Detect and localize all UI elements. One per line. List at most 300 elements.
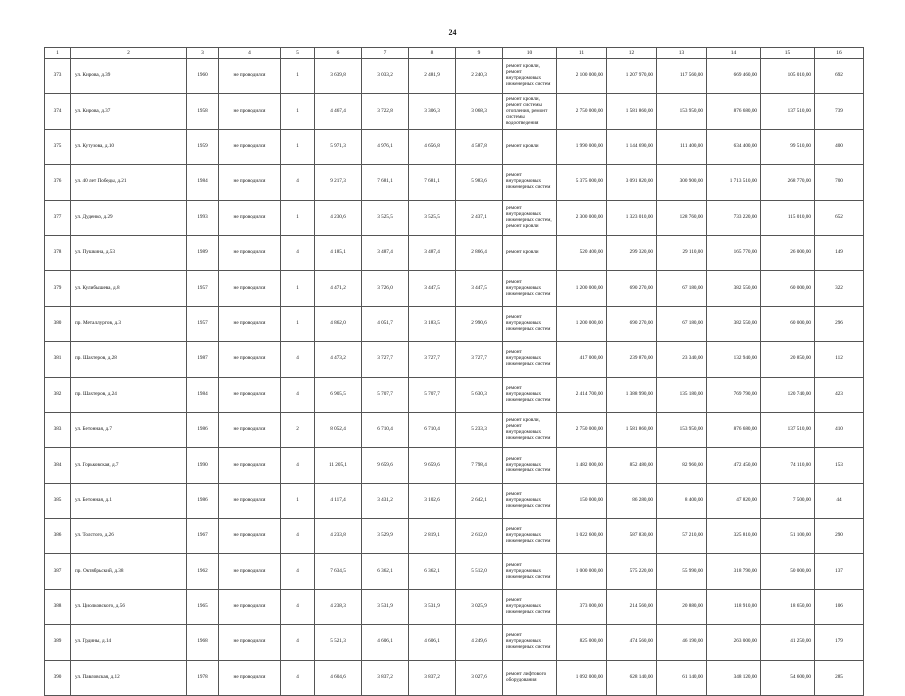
table-cell-col-2: ул. Циолковского, д.56 <box>71 589 187 624</box>
table-cell-col-8: 3 447,5 <box>409 271 456 306</box>
table-cell-col-9: 3 727,7 <box>456 342 503 377</box>
table-cell-col-11: 5 375 000,00 <box>557 165 607 200</box>
table-cell-col-5: 1 <box>281 59 315 94</box>
table-cell-col-4: не проводился <box>219 483 281 518</box>
table-row <box>45 200 864 235</box>
table-cell-col-7: 3 529,9 <box>362 519 409 554</box>
table-cell-col-12: 1 323 010,00 <box>607 200 657 235</box>
table-cell-col-9: 2 240,3 <box>456 59 503 94</box>
table-cell-col-10: ремонт кровли <box>503 235 557 270</box>
table-cell-col-6: 7 634,5 <box>315 554 362 589</box>
table-cell-col-1: 387 <box>45 554 71 589</box>
table-cell-col-16: 400 <box>815 129 864 164</box>
table-cell-col-10: ремонт внутридомовых инженерных систем <box>503 271 557 306</box>
table-cell-col-16: 692 <box>815 59 864 94</box>
table-cell-col-13: 117 560,00 <box>657 59 707 94</box>
table-cell-col-11: 520 400,00 <box>557 235 607 270</box>
table-cell-col-1: 374 <box>45 94 71 129</box>
table-cell-col-2: ул. Бетонная, д.7 <box>71 412 187 447</box>
table-cell-col-1: 390 <box>45 660 71 695</box>
table-cell-col-9: 2 866,4 <box>456 235 503 270</box>
table-cell-col-8: 7 681,1 <box>409 165 456 200</box>
table-cell-col-14: 472 450,00 <box>707 448 761 483</box>
table-cell-col-8: 3 525,5 <box>409 200 456 235</box>
table-cell-col-12: 1 581 860,00 <box>607 94 657 129</box>
table-cell-col-9: 4 587,8 <box>456 129 503 164</box>
table-cell-col-1: 377 <box>45 200 71 235</box>
table-cell-col-12: 690 270,00 <box>607 271 657 306</box>
header-cell-11: 11 <box>557 48 607 59</box>
table-cell-col-12: 3 091 820,00 <box>607 165 657 200</box>
table-cell-col-10: ремонт внутридомовых инженерных систем <box>503 342 557 377</box>
header-cell-7: 7 <box>362 48 409 59</box>
table-cell-col-7: 4 976,1 <box>362 129 409 164</box>
table-cell-col-12: 86 280,00 <box>607 483 657 518</box>
table-cell-col-8: 3 183,5 <box>409 306 456 341</box>
table-cell-col-13: 57 210,00 <box>657 519 707 554</box>
table-cell-col-5: 4 <box>281 235 315 270</box>
table-cell-col-10: ремонт внутридомовых инженерных систем <box>503 377 557 412</box>
table-cell-col-8: 3 531,9 <box>409 589 456 624</box>
table-cell-col-2: ул. Кулибышева, д.8 <box>71 271 187 306</box>
table-cell-col-13: 82 960,00 <box>657 448 707 483</box>
table-cell-col-14: 132 940,00 <box>707 342 761 377</box>
table-cell-col-13: 55 990,00 <box>657 554 707 589</box>
table-cell-col-13: 20 880,00 <box>657 589 707 624</box>
table-cell-col-1: 388 <box>45 589 71 624</box>
table-cell-col-7: 4 606,1 <box>362 625 409 660</box>
table-cell-col-10: ремонт кровли, ремонт внутридомовых инженерных систем <box>503 59 557 94</box>
table-cell-col-8: 2 481,9 <box>409 59 456 94</box>
table-cell-col-16: 296 <box>815 306 864 341</box>
table-cell-col-10: ремонт лифтового оборудования <box>503 660 557 695</box>
table-cell-col-4: не проводился <box>219 200 281 235</box>
table-cell-col-14: 118 910,00 <box>707 589 761 624</box>
table-cell-col-12: 1 144 690,00 <box>607 129 657 164</box>
table-cell-col-13: 61 140,00 <box>657 660 707 695</box>
table-cell-col-6: 3 639,8 <box>315 59 362 94</box>
table-row <box>45 165 864 200</box>
table-cell-col-5: 4 <box>281 377 315 412</box>
table-cell-col-5: 4 <box>281 589 315 624</box>
table-cell-col-8: 2 819,1 <box>409 519 456 554</box>
table-cell-col-15: 60 000,00 <box>761 306 815 341</box>
table-cell-col-16: 153 <box>815 448 864 483</box>
table-cell-col-6: 5 971,3 <box>315 129 362 164</box>
table-cell-col-14: 318 790,00 <box>707 554 761 589</box>
table-cell-col-14: 263 000,00 <box>707 625 761 660</box>
table-cell-col-12: 628 140,00 <box>607 660 657 695</box>
table-cell-col-9: 3 025,9 <box>456 589 503 624</box>
table-cell-col-7: 6 362,1 <box>362 554 409 589</box>
table-cell-col-2: пр. Октябрьский, д.38 <box>71 554 187 589</box>
table-cell-col-3: 1960 <box>187 59 219 94</box>
table-cell-col-9: 7 798,4 <box>456 448 503 483</box>
table-row <box>45 554 864 589</box>
table-cell-col-7: 4 051,7 <box>362 306 409 341</box>
table-cell-col-11: 417 000,00 <box>557 342 607 377</box>
table-cell-col-11: 825 000,00 <box>557 625 607 660</box>
table-cell-col-16: 700 <box>815 165 864 200</box>
table-row <box>45 660 864 695</box>
table-cell-col-11: 373 000,00 <box>557 589 607 624</box>
header-cell-10: 10 <box>503 48 557 59</box>
table-cell-col-9: 3 068,3 <box>456 94 503 129</box>
table-cell-col-14: 382 550,00 <box>707 306 761 341</box>
table-cell-col-15: 137 510,00 <box>761 94 815 129</box>
table-cell-col-8: 4 606,1 <box>409 625 456 660</box>
table-cell-col-15: 268 770,00 <box>761 165 815 200</box>
table-cell-col-2: пр. Шахтеров, д.28 <box>71 342 187 377</box>
data-table <box>44 47 864 696</box>
table-cell-col-16: 44 <box>815 483 864 518</box>
table-cell-col-8: 3 837,2 <box>409 660 456 695</box>
table-cell-col-13: 46 190,00 <box>657 625 707 660</box>
table-cell-col-4: не проводился <box>219 235 281 270</box>
header-cell-1: 1 <box>45 48 71 59</box>
table-cell-col-16: 322 <box>815 271 864 306</box>
table-cell-col-10: ремонт внутридомовых инженерных систем <box>503 448 557 483</box>
table-cell-col-3: 1986 <box>187 412 219 447</box>
table-row <box>45 129 864 164</box>
table-cell-col-3: 1984 <box>187 165 219 200</box>
table-cell-col-12: 1 388 990,00 <box>607 377 657 412</box>
table-cell-col-6: 11 205,1 <box>315 448 362 483</box>
table-row <box>45 271 864 306</box>
table-cell-col-7: 9 659,6 <box>362 448 409 483</box>
table-cell-col-8: 5 707,7 <box>409 377 456 412</box>
table-cell-col-4: не проводился <box>219 94 281 129</box>
table-cell-col-2: ул. Кутузова, д.10 <box>71 129 187 164</box>
table-cell-col-16: 652 <box>815 200 864 235</box>
table-cell-col-4: не проводился <box>219 589 281 624</box>
header-cell-5: 5 <box>281 48 315 59</box>
table-cell-col-12: 1 581 860,00 <box>607 412 657 447</box>
table-cell-col-7: 3 033,2 <box>362 59 409 94</box>
table-cell-col-5: 4 <box>281 519 315 554</box>
table-cell-col-8: 3 306,3 <box>409 94 456 129</box>
table-cell-col-4: не проводился <box>219 660 281 695</box>
table-cell-col-12: 587 830,00 <box>607 519 657 554</box>
table-cell-col-3: 1962 <box>187 554 219 589</box>
table-cell-col-1: 376 <box>45 165 71 200</box>
table-cell-col-16: 423 <box>815 377 864 412</box>
table-cell-col-15: 26 000,00 <box>761 235 815 270</box>
table-cell-col-16: 290 <box>815 519 864 554</box>
table-cell-col-5: 1 <box>281 200 315 235</box>
table-cell-col-15: 99 510,00 <box>761 129 815 164</box>
table-cell-col-6: 4 471,2 <box>315 271 362 306</box>
table-cell-col-9: 3 447,5 <box>456 271 503 306</box>
table-cell-col-9: 5 630,3 <box>456 377 503 412</box>
table-cell-col-14: 325 810,00 <box>707 519 761 554</box>
table-cell-col-13: 128 760,00 <box>657 200 707 235</box>
table-row <box>45 59 864 94</box>
table-cell-col-4: не проводился <box>219 448 281 483</box>
table-cell-col-10: ремонт кровли, ремонт системы отопления, ремонт системы водоотведения <box>503 94 557 129</box>
table-body <box>45 48 864 696</box>
table-cell-col-4: не проводился <box>219 554 281 589</box>
table-cell-col-5: 4 <box>281 554 315 589</box>
table-cell-col-3: 1993 <box>187 200 219 235</box>
table-cell-col-5: 1 <box>281 271 315 306</box>
table-cell-col-15: 105 010,00 <box>761 59 815 94</box>
table-cell-col-9: 5 983,6 <box>456 165 503 200</box>
table-cell-col-15: 50 000,00 <box>761 554 815 589</box>
table-cell-col-7: 5 707,7 <box>362 377 409 412</box>
table-cell-col-10: ремонт кровли <box>503 129 557 164</box>
table-cell-col-15: 54 600,00 <box>761 660 815 695</box>
table-row <box>45 342 864 377</box>
table-cell-col-9: 2 437,1 <box>456 200 503 235</box>
table-cell-col-2: пр. Металлургов, д.3 <box>71 306 187 341</box>
table-cell-col-6: 4 230,6 <box>315 200 362 235</box>
table-cell-col-10: ремонт кровли, ремонт внутридомовых инженерных систем <box>503 412 557 447</box>
table-cell-col-6: 4 185,1 <box>315 235 362 270</box>
table-cell-col-6: 4 467,4 <box>315 94 362 129</box>
table-cell-col-11: 2 750 000,00 <box>557 412 607 447</box>
table-cell-col-5: 4 <box>281 448 315 483</box>
table-cell-col-6: 4 238,3 <box>315 589 362 624</box>
table-cell-col-5: 1 <box>281 129 315 164</box>
table-cell-col-15: 60 000,00 <box>761 271 815 306</box>
table-cell-col-10: ремонт внутридомовых инженерных систем <box>503 554 557 589</box>
table-cell-col-3: 1958 <box>187 94 219 129</box>
table-cell-col-14: 382 550,00 <box>707 271 761 306</box>
header-cell-2: 2 <box>71 48 187 59</box>
table-cell-col-14: 47 820,00 <box>707 483 761 518</box>
table-cell-col-15: 137 510,00 <box>761 412 815 447</box>
table-cell-col-14: 634 400,00 <box>707 129 761 164</box>
table-cell-col-7: 3 431,2 <box>362 483 409 518</box>
table-cell-col-11: 2 100 000,00 <box>557 59 607 94</box>
table-cell-col-5: 4 <box>281 660 315 695</box>
table-header-row <box>45 48 864 59</box>
table-cell-col-3: 1957 <box>187 306 219 341</box>
table-cell-col-2: ул. Горьковская, д.7 <box>71 448 187 483</box>
table-cell-col-15: 20 850,00 <box>761 342 815 377</box>
table-cell-col-11: 2 750 000,00 <box>557 94 607 129</box>
table-cell-col-1: 375 <box>45 129 71 164</box>
table-cell-col-7: 3 726,0 <box>362 271 409 306</box>
table-cell-col-4: не проводился <box>219 625 281 660</box>
table-cell-col-7: 3 837,2 <box>362 660 409 695</box>
table-cell-col-8: 3 727,7 <box>409 342 456 377</box>
table-cell-col-1: 378 <box>45 235 71 270</box>
table-row <box>45 625 864 660</box>
table-row <box>45 235 864 270</box>
table-cell-col-5: 2 <box>281 412 315 447</box>
table-cell-col-12: 690 270,00 <box>607 306 657 341</box>
table-cell-col-14: 669 460,00 <box>707 59 761 94</box>
table-cell-col-10: ремонт внутридомовых инженерных систем <box>503 589 557 624</box>
table-cell-col-1: 373 <box>45 59 71 94</box>
table-cell-col-1: 380 <box>45 306 71 341</box>
table-cell-col-13: 67 180,00 <box>657 306 707 341</box>
table-cell-col-12: 214 560,00 <box>607 589 657 624</box>
table-cell-col-5: 1 <box>281 306 315 341</box>
table-cell-col-16: 179 <box>815 625 864 660</box>
header-cell-4: 4 <box>219 48 281 59</box>
table-cell-col-5: 4 <box>281 342 315 377</box>
table-cell-col-1: 382 <box>45 377 71 412</box>
table-cell-col-14: 733 220,00 <box>707 200 761 235</box>
table-row <box>45 94 864 129</box>
table-cell-col-3: 1990 <box>187 448 219 483</box>
table-cell-col-2: ул. Пушкина, д.53 <box>71 235 187 270</box>
table-cell-col-15: 18 650,00 <box>761 589 815 624</box>
table-cell-col-2: ул. Кирова, д.39 <box>71 59 187 94</box>
table-cell-col-10: ремонт внутридомовых инженерных систем <box>503 483 557 518</box>
page-number: 24 <box>448 28 457 37</box>
table-cell-col-2: ул. Павловская, д.12 <box>71 660 187 695</box>
header-cell-16: 16 <box>815 48 864 59</box>
table-cell-col-8: 9 659,6 <box>409 448 456 483</box>
table-cell-col-5: 1 <box>281 94 315 129</box>
table-cell-col-15: 7 500,00 <box>761 483 815 518</box>
table-cell-col-10: ремонт внутридомовых инженерных систем <box>503 306 557 341</box>
table-row <box>45 412 864 447</box>
table-cell-col-8: 6 710,4 <box>409 412 456 447</box>
table-cell-col-10: ремонт внутридомовых инженерных систем <box>503 165 557 200</box>
table-cell-col-14: 1 713 510,00 <box>707 165 761 200</box>
table-cell-col-2: ул. Кирова, д.37 <box>71 94 187 129</box>
table-cell-col-4: не проводился <box>219 519 281 554</box>
table-cell-col-10: ремонт внутридомовых инженерных систем, ремонт кровли <box>503 200 557 235</box>
table-cell-col-12: 299 320,00 <box>607 235 657 270</box>
table-cell-col-13: 135 180,00 <box>657 377 707 412</box>
table-cell-col-16: 285 <box>815 660 864 695</box>
table-cell-col-13: 300 900,00 <box>657 165 707 200</box>
table-cell-col-15: 74 110,00 <box>761 448 815 483</box>
table-cell-col-4: не проводился <box>219 306 281 341</box>
table-cell-col-4: не проводился <box>219 342 281 377</box>
table-cell-col-7: 7 681,1 <box>362 165 409 200</box>
table-row <box>45 483 864 518</box>
table-cell-col-16: 106 <box>815 589 864 624</box>
table-cell-col-11: 1 092 000,00 <box>557 660 607 695</box>
table-cell-col-14: 165 770,00 <box>707 235 761 270</box>
table-row <box>45 448 864 483</box>
table-cell-col-15: 115 010,00 <box>761 200 815 235</box>
table-cell-col-3: 1978 <box>187 660 219 695</box>
table-cell-col-6: 4 862,0 <box>315 306 362 341</box>
table-cell-col-15: 51 100,00 <box>761 519 815 554</box>
table-cell-col-11: 150 000,00 <box>557 483 607 518</box>
table-cell-col-3: 1965 <box>187 589 219 624</box>
table-cell-col-15: 41 250,00 <box>761 625 815 660</box>
table-cell-col-11: 1 200 000,00 <box>557 271 607 306</box>
table-cell-col-3: 1959 <box>187 129 219 164</box>
table-cell-col-4: не проводился <box>219 271 281 306</box>
table-cell-col-16: 112 <box>815 342 864 377</box>
table-cell-col-14: 348 120,00 <box>707 660 761 695</box>
table-cell-col-5: 1 <box>281 483 315 518</box>
table-cell-col-7: 3 487,4 <box>362 235 409 270</box>
table-cell-col-9: 4 249,6 <box>456 625 503 660</box>
table-cell-col-8: 3 487,4 <box>409 235 456 270</box>
table-cell-col-7: 3 525,5 <box>362 200 409 235</box>
header-cell-12: 12 <box>607 48 657 59</box>
table-cell-col-9: 2 990,6 <box>456 306 503 341</box>
table-cell-col-7: 6 710,4 <box>362 412 409 447</box>
table-cell-col-3: 1987 <box>187 342 219 377</box>
table-cell-col-6: 4 233,8 <box>315 519 362 554</box>
table-cell-col-13: 111 400,00 <box>657 129 707 164</box>
table-cell-col-11: 1 990 000,00 <box>557 129 607 164</box>
table-cell-col-1: 389 <box>45 625 71 660</box>
table-cell-col-5: 4 <box>281 165 315 200</box>
table-cell-col-2: ул. Бетонная, д.1 <box>71 483 187 518</box>
table-cell-col-10: ремонт внутридомовых инженерных систем <box>503 519 557 554</box>
table-cell-col-16: 137 <box>815 554 864 589</box>
table-cell-col-13: 23 340,00 <box>657 342 707 377</box>
table-cell-col-2: ул. Толстого, д.26 <box>71 519 187 554</box>
table-cell-col-1: 385 <box>45 483 71 518</box>
table-cell-col-8: 3 102,6 <box>409 483 456 518</box>
table-cell-col-1: 384 <box>45 448 71 483</box>
header-cell-13: 13 <box>657 48 707 59</box>
table-row <box>45 377 864 412</box>
table-cell-col-13: 153 950,00 <box>657 94 707 129</box>
table-cell-col-16: 739 <box>815 94 864 129</box>
table-cell-col-1: 383 <box>45 412 71 447</box>
table-cell-col-11: 1 022 600,00 <box>557 519 607 554</box>
table-cell-col-12: 239 870,00 <box>607 342 657 377</box>
table-cell-col-5: 4 <box>281 625 315 660</box>
table-cell-col-11: 1 200 000,00 <box>557 306 607 341</box>
table-cell-col-10: ремонт внутридомовых инженерных систем <box>503 625 557 660</box>
table-cell-col-12: 852 480,00 <box>607 448 657 483</box>
table-cell-col-6: 9 217,3 <box>315 165 362 200</box>
table-cell-col-14: 769 790,00 <box>707 377 761 412</box>
table-cell-col-16: 410 <box>815 412 864 447</box>
table-cell-col-13: 8 400,00 <box>657 483 707 518</box>
table-cell-col-4: не проводился <box>219 129 281 164</box>
table-cell-col-3: 1968 <box>187 625 219 660</box>
table-cell-col-1: 379 <box>45 271 71 306</box>
table-cell-col-2: ул. 40 лет Победы, д.21 <box>71 165 187 200</box>
table-cell-col-3: 1989 <box>187 235 219 270</box>
table-cell-col-3: 1957 <box>187 271 219 306</box>
table-cell-col-11: 1 482 000,00 <box>557 448 607 483</box>
table-cell-col-13: 153 950,00 <box>657 412 707 447</box>
header-cell-3: 3 <box>187 48 219 59</box>
table-cell-col-6: 4 473,2 <box>315 342 362 377</box>
table-cell-col-6: 8 052,4 <box>315 412 362 447</box>
table-cell-col-12: 1 207 970,00 <box>607 59 657 94</box>
table-cell-col-6: 5 521,3 <box>315 625 362 660</box>
table-cell-col-8: 4 656,8 <box>409 129 456 164</box>
header-cell-14: 14 <box>707 48 761 59</box>
header-cell-9: 9 <box>456 48 503 59</box>
table-cell-col-9: 5 512,0 <box>456 554 503 589</box>
table-cell-col-14: 876 680,00 <box>707 412 761 447</box>
table-cell-col-8: 6 362,1 <box>409 554 456 589</box>
table-cell-col-11: 2 414 700,00 <box>557 377 607 412</box>
table-row <box>45 519 864 554</box>
table-cell-col-12: 474 560,00 <box>607 625 657 660</box>
table-row <box>45 589 864 624</box>
table-cell-col-7: 3 727,7 <box>362 342 409 377</box>
table-cell-col-12: 575 220,00 <box>607 554 657 589</box>
table-cell-col-4: не проводился <box>219 165 281 200</box>
table-cell-col-2: ул. Дуденко, д.29 <box>71 200 187 235</box>
table-cell-col-9: 2 642,1 <box>456 483 503 518</box>
header-cell-8: 8 <box>409 48 456 59</box>
table-cell-col-3: 1967 <box>187 519 219 554</box>
table-cell-col-7: 3 722,8 <box>362 94 409 129</box>
